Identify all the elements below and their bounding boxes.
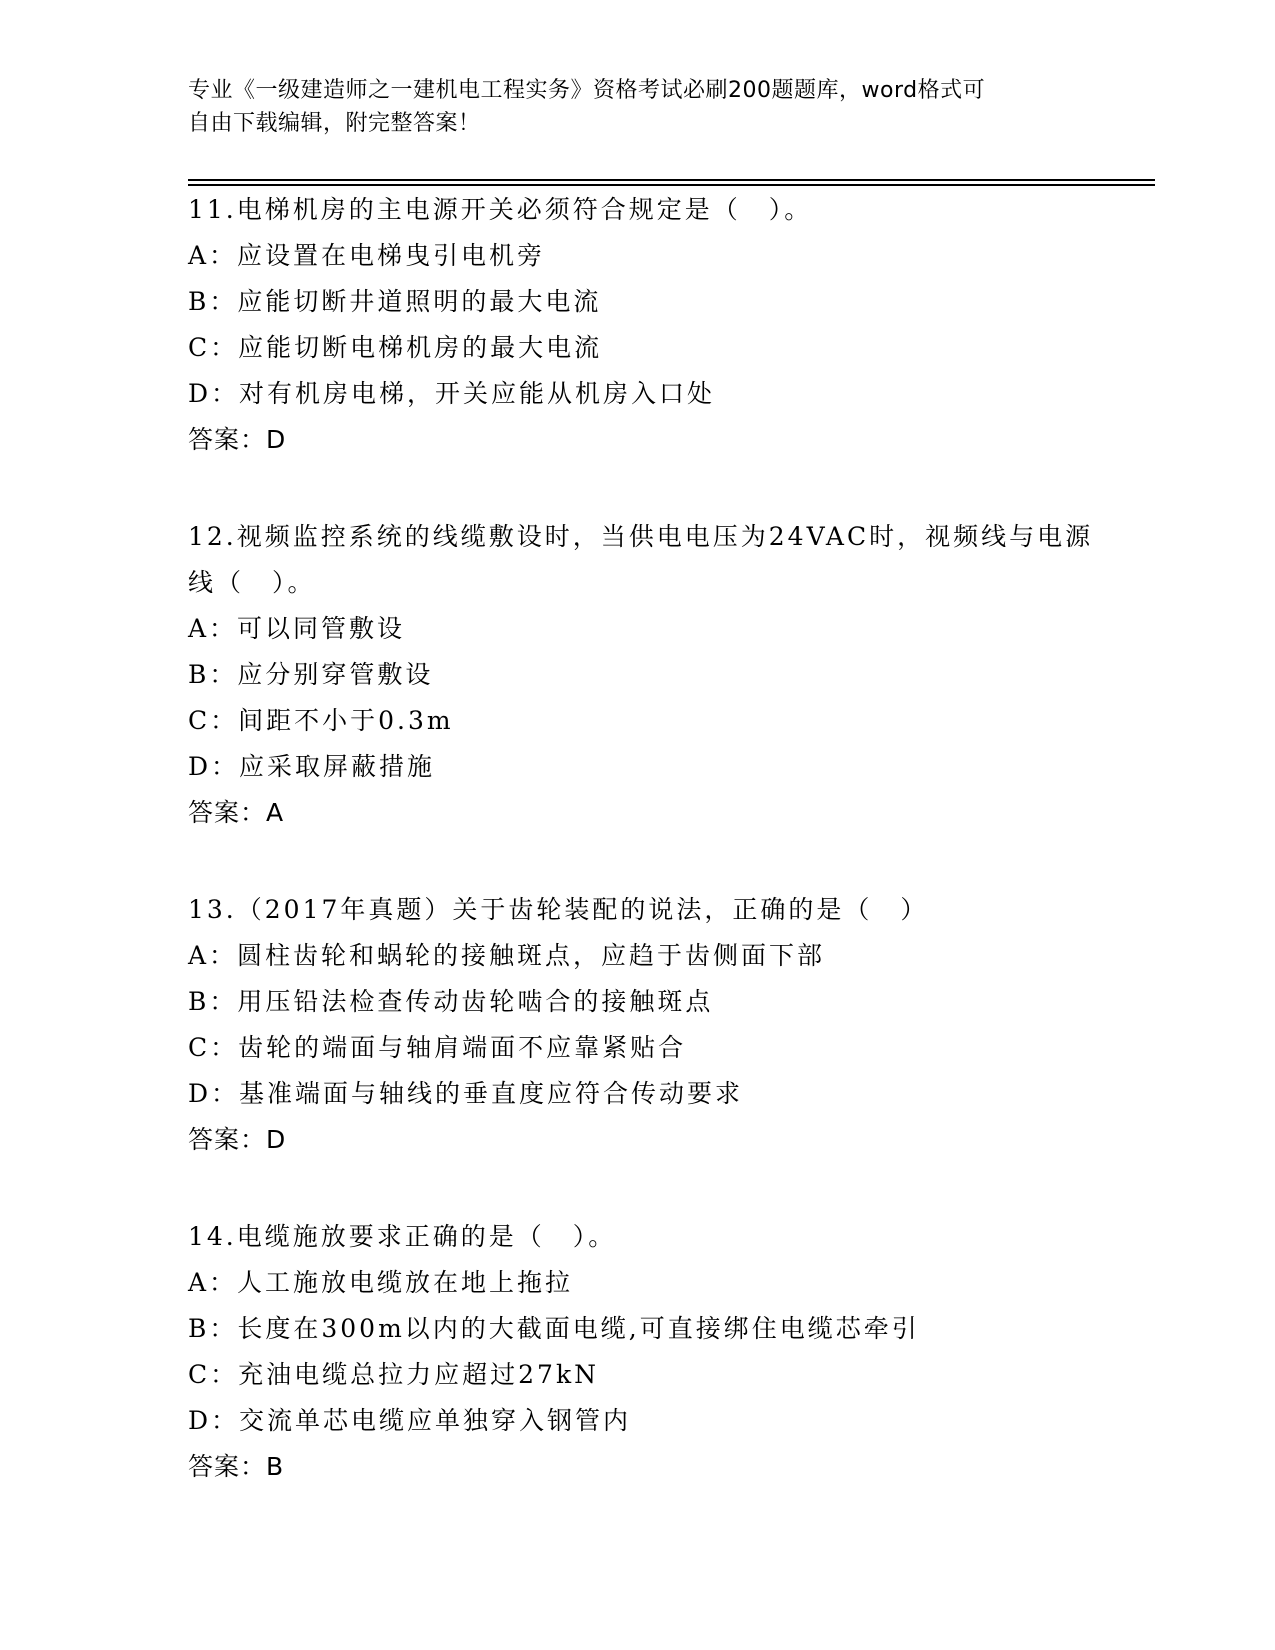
- answer: 答案：A: [188, 798, 285, 827]
- header-divider-bottom: [188, 184, 1155, 186]
- option-c: C：间距不小于0.3m: [188, 706, 454, 735]
- option-d: D：应采取屏蔽措施: [188, 752, 436, 781]
- option-b: B：应能切断井道照明的最大电流: [188, 287, 602, 316]
- document-header: [188, 74, 1068, 140]
- question-12: [188, 514, 1108, 836]
- option-c: C：齿轮的端面与轴肩端面不应靠紧贴合: [188, 1033, 687, 1062]
- option-d: D：基准端面与轴线的垂直度应符合传动要求: [188, 1079, 744, 1108]
- question-stem: 14.电缆施放要求正确的是（ ）。: [188, 1222, 617, 1251]
- option-a: A：应设置在电梯曳引电机旁: [188, 241, 546, 270]
- option-a: A：人工施放电缆放在地上拖拉: [188, 1268, 574, 1297]
- question-13: [188, 887, 1108, 1163]
- answer: 答案：D: [188, 425, 287, 454]
- question-list: [188, 187, 1108, 1541]
- header-divider-top: [188, 179, 1155, 181]
- question-stem: 11.电梯机房的主电源开关必须符合规定是（ ）。: [188, 195, 813, 224]
- option-d: D：对有机房电梯，开关应能从机房入口处: [188, 379, 716, 408]
- option-a: A：圆柱齿轮和蜗轮的接触斑点，应趋于齿侧面下部: [188, 941, 826, 970]
- option-a: A：可以同管敷设: [188, 614, 406, 643]
- question-11: [188, 187, 1108, 463]
- option-c: C：充油电缆总拉力应超过27kN: [188, 1360, 599, 1389]
- option-b: B：用压铅法检查传动齿轮啮合的接触斑点: [188, 987, 714, 1016]
- answer: 答案：B: [188, 1452, 285, 1481]
- answer: 答案：D: [188, 1125, 287, 1154]
- option-c: C：应能切断电梯机房的最大电流: [188, 333, 603, 362]
- header-line-1: 专业《一级建造师之一建机电工程实务》资格考试必刷200题题库，word格式可: [188, 78, 986, 103]
- question-stem: 12.视频监控系统的线缆敷设时，当供电电压为24VAC时，视频线与电源线（ ）。: [188, 522, 1094, 597]
- option-b: B：应分别穿管敷设: [188, 660, 434, 689]
- header-line-2: 自由下载编辑，附完整答案！: [188, 111, 481, 136]
- question-stem: 13.（2017年真题）关于齿轮装配的说法，正确的是（ ）: [188, 895, 929, 924]
- option-b: B：长度在300m以内的大截面电缆,可直接绑住电缆芯牵引: [188, 1314, 920, 1343]
- question-14: [188, 1214, 1108, 1490]
- option-d: D：交流单芯电缆应单独穿入钢管内: [188, 1406, 632, 1435]
